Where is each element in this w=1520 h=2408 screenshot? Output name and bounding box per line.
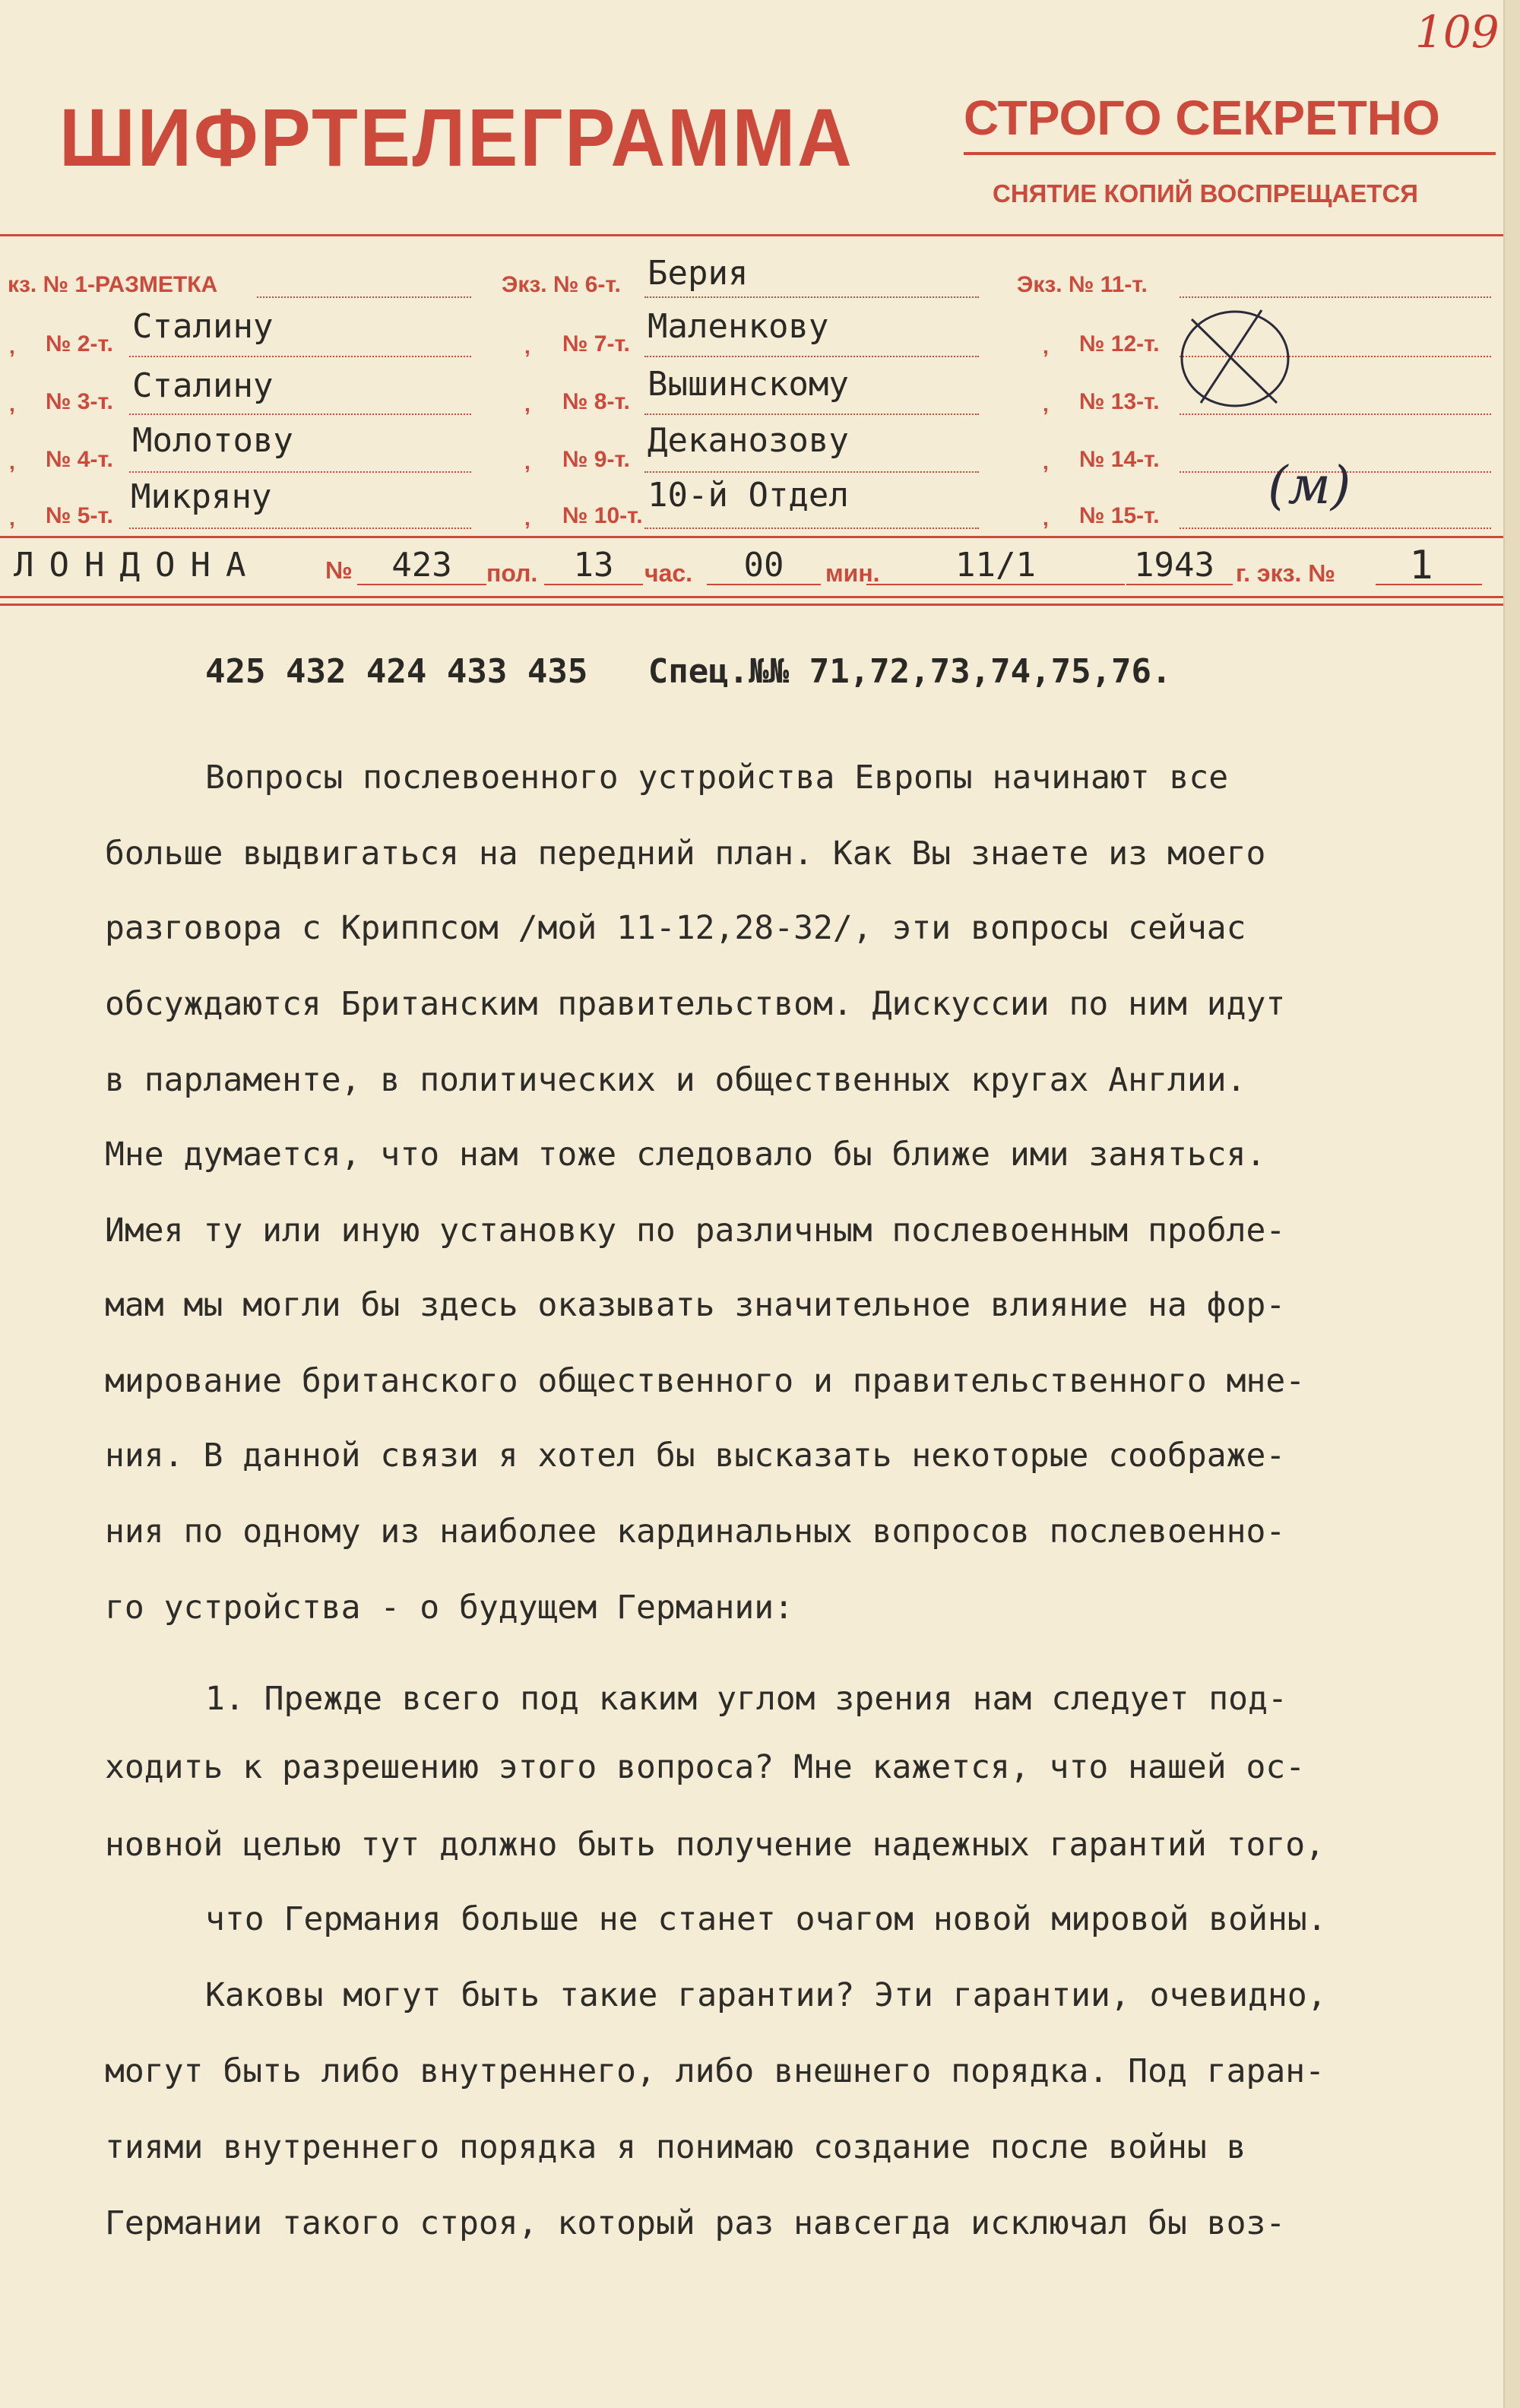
body-line: Мне думается, что нам тоже следовало бы ближе ими заняться. <box>105 1136 1266 1174</box>
handwritten-letter-annotation: (м) <box>1268 456 1351 516</box>
comma-mark: , <box>9 392 15 416</box>
body-line: Каковы могут быть такие гарантии? Эти гарантии, очевидно, <box>205 1976 1327 2014</box>
copy-number-underline <box>1376 584 1482 585</box>
year-underline <box>1126 584 1233 585</box>
copy-8-value: Вышинскому <box>648 365 849 404</box>
copy-3-line <box>129 413 471 415</box>
row-divider-1 <box>0 596 1503 598</box>
copy-2-value: Сталину <box>132 307 274 346</box>
classification-stamp: СТРОГО СЕКРЕТНО <box>964 90 1440 145</box>
comma-mark: , <box>9 450 15 474</box>
copy-4-line <box>129 471 471 473</box>
body-line: 1. Прежде всего под каким углом зрения нам следует под- <box>205 1680 1287 1718</box>
hour-label: час. <box>644 559 693 587</box>
copy-6-line <box>644 296 979 298</box>
cipher-reference: 425 432 424 433 435 Спец.№№ 71,72,73,74,75,76. <box>205 652 1172 691</box>
comma-mark: , <box>1043 450 1049 474</box>
received-date: 11/1 <box>955 546 1036 585</box>
copy-5-line <box>129 528 471 529</box>
copy-number: 1 <box>1409 543 1433 588</box>
copy-9-value: Деканозову <box>648 421 849 460</box>
minute-label: мин. <box>825 559 880 587</box>
header-divider <box>0 234 1503 236</box>
telegram-number: 423 <box>391 546 452 585</box>
document-title: ШИФРТЕЛЕГРАММА <box>59 91 854 183</box>
received-year: 1943 <box>1134 546 1214 585</box>
body-line: больше выдвигаться на передний план. Как Вы знаете из моего <box>105 835 1266 873</box>
comma-mark: , <box>524 506 530 530</box>
copy-5-value: Микряну <box>131 477 272 516</box>
body-line: Имея ту или иную установку по различным послевоенным пробле- <box>105 1212 1286 1250</box>
copy-restriction: СНЯТИЕ КОПИЙ ВОСПРЕЩАЕТСЯ <box>993 179 1419 208</box>
copy-15-label: № 15-т. <box>1079 503 1160 528</box>
body-line: разговора с Криппсом /мой 11-12,28-32/, эти вопросы сейчас <box>105 909 1246 947</box>
copy-9-label: № 9-т. <box>562 447 630 472</box>
copy-2-line <box>129 356 471 357</box>
comma-mark: , <box>524 392 530 416</box>
comma-mark: , <box>9 334 15 358</box>
row-divider-2 <box>0 604 1503 606</box>
copy-6-value: Берия <box>648 254 749 293</box>
copy-4-value: Молотову <box>132 421 293 460</box>
body-line: что Германия больше не станет очагом новой мировой войны. <box>205 1900 1327 1938</box>
date-underline <box>866 584 1125 585</box>
year-copy-label: г. экз. № <box>1236 559 1335 587</box>
copy-4-label: № 4-т. <box>46 447 113 472</box>
copy-6-label: Экз. № 6-т. <box>502 272 621 297</box>
comma-mark: , <box>1043 392 1049 416</box>
comma-mark: , <box>9 506 15 530</box>
classification-underline <box>964 152 1496 155</box>
body-line: Вопросы послевоенного устройства Европы начинают все <box>205 759 1229 797</box>
number-label: № <box>325 556 353 584</box>
copy-10-label: № 10-т. <box>562 503 643 528</box>
body-line: обсуждаются Британским правительством. Дискуссии по ним идут <box>105 985 1286 1023</box>
copy-2-label: № 2-т. <box>46 331 113 356</box>
copy-14-label: № 14-т. <box>1079 447 1160 472</box>
body-line: новной целью тут должно быть получение надежных гарантий того, <box>105 1826 1325 1864</box>
body-line: мам мы могли бы здесь оказывать значительное влияние на фор- <box>105 1286 1286 1324</box>
number-underline <box>357 584 486 585</box>
copy-13-label: № 13-т. <box>1079 389 1160 414</box>
body-line: мирование британского общественного и правительственного мне- <box>105 1362 1306 1400</box>
copy-7-line <box>644 356 979 357</box>
body-line: могут быть либо внутреннего, либо внешнего порядка. Под гаран- <box>105 2052 1325 2090</box>
body-line: Германии такого строя, который раз навсегда исключал бы воз- <box>105 2204 1286 2242</box>
copy-10-line <box>644 528 979 529</box>
copy-5-label: № 5-т. <box>46 503 113 528</box>
copy-11-label: Экз. № 11-т. <box>1017 272 1148 297</box>
received-minute: 00 <box>743 546 784 585</box>
comma-mark: , <box>524 334 530 358</box>
body-line: тиями внутреннего порядка я понимаю создание после войны в <box>105 2128 1246 2166</box>
comma-mark: , <box>1043 506 1049 530</box>
copy-7-label: № 7-т. <box>562 331 630 356</box>
copies-divider <box>0 536 1503 538</box>
body-line: ния по одному из наиболее кардинальных вопросов послевоенно- <box>105 1513 1286 1551</box>
origin-city: ЛОНДОНА <box>14 546 261 585</box>
copy-9-line <box>644 471 979 473</box>
copy-8-line <box>644 413 979 415</box>
copy-7-value: Маленкову <box>648 307 829 346</box>
copy-8-label: № 8-т. <box>562 389 630 414</box>
body-line: в парламенте, в политических и общественных кругах Англии. <box>105 1061 1246 1099</box>
handwritten-page-number: 109 <box>1415 6 1499 58</box>
comma-mark: , <box>1043 334 1049 358</box>
body-line: го устройства - о будущем Германии: <box>105 1589 794 1627</box>
hour-underline <box>544 584 643 585</box>
copy-12-label: № 12-т. <box>1079 331 1160 356</box>
copy-10-value: 10-й Отдел <box>648 476 849 515</box>
received-hour: 13 <box>573 546 614 585</box>
received-label: пол. <box>486 559 538 587</box>
minute-underline <box>707 584 821 585</box>
copy-1-line <box>257 296 471 298</box>
page-edge <box>1503 0 1520 2408</box>
copy-3-label: № 3-т. <box>46 389 113 414</box>
body-line: ния. В данной связи я хотел бы высказать некоторые соображе- <box>105 1437 1286 1475</box>
copy-1-label: кз. № 1-РАЗМЕТКА <box>8 272 218 297</box>
body-line: ходить к разрешению этого вопроса? Мне кажется, что нашей ос- <box>105 1748 1306 1786</box>
comma-mark: , <box>524 450 530 474</box>
copy-3-value: Сталину <box>132 366 274 405</box>
